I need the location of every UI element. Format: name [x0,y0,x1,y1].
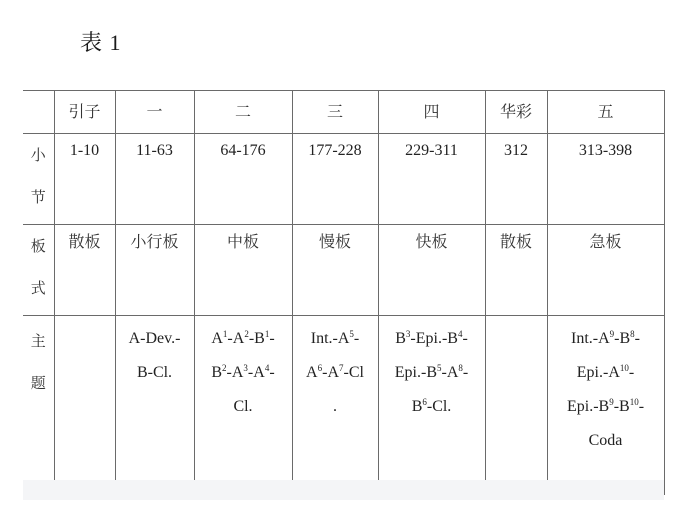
theme-line: Coda [588,432,623,449]
header-row [23,91,664,134]
measures-cell: 229-311 [378,134,485,225]
header-section-3: 三 [292,91,378,134]
theme-cell [485,316,547,495]
row-label-tempo [23,225,54,316]
tempo-cell: 中板 [194,225,292,316]
theme-line: $Int.-A^9-B^8-$ [571,329,640,347]
tempo-cell: 急板 [547,225,664,316]
row-label-line: 题 [30,374,46,392]
measures-cell: 11-63 [115,134,194,225]
theme-line: . [333,398,337,415]
theme-row [23,316,664,495]
table-caption: 表 1 [80,30,122,55]
header-intro: 引子 [54,91,115,134]
music-structure-table [23,90,665,495]
measures-cell: 312 [485,134,547,225]
tempo-cell: 快板 [378,225,485,316]
tempo-cell: 散板 [485,225,547,316]
row-label-line: 节 [30,188,46,206]
theme-cell [292,316,378,495]
theme-cell [54,316,115,495]
theme-line: $Int.-A^5-$ [310,329,360,347]
row-label-measures [23,134,54,225]
theme-line: B-Cl. [136,364,173,381]
theme-cell [115,316,194,495]
theme-line: A-Dev.- [128,330,181,347]
row-label-line: 小 [30,146,46,164]
header-section-2: 二 [194,91,292,134]
theme-cell [194,316,292,495]
theme-line: $A^1-A^2-B^1-$ [211,329,275,347]
theme-cell [378,316,485,495]
measures-cell: 1-10 [54,134,115,225]
header-section-4: 四 [378,91,485,134]
tempo-cell: 散板 [54,225,115,316]
theme-line: $B^2-A^3-A^4-$ [211,363,275,381]
tempo-row [23,225,664,316]
theme-line: $Epi.-B^9-B^{10}-$ [566,397,645,415]
tempo-cell: 慢板 [292,225,378,316]
measures-cell: 177-228 [292,134,378,225]
theme-line: $A^6-A^7-Cl$ [306,363,364,381]
header-corner-cell [23,91,54,134]
header-section-1: 一 [115,91,194,134]
row-label-theme [23,316,54,495]
row-label-line: 板 [30,237,46,255]
header-cadenza: 华彩 [485,91,547,134]
measures-row [23,134,664,225]
theme-line: $B^3-Epi.-B^4-$ [395,329,468,347]
measures-cell: 64-176 [194,134,292,225]
page-bottom-shade [23,480,664,500]
theme-line: $Epi.-B^5-A^8-$ [394,363,469,381]
row-label-line: 式 [30,279,46,297]
theme-line: Cl. [233,398,253,415]
theme-line: $B^6-Cl$. [411,397,452,415]
header-section-5: 五 [547,91,664,134]
tempo-cell: 小行板 [115,225,194,316]
row-label-line: 主 [30,332,46,350]
theme-cell [547,316,664,495]
theme-line: $Epi.-A^{10}-$ [576,363,635,381]
measures-cell: 313-398 [547,134,664,225]
